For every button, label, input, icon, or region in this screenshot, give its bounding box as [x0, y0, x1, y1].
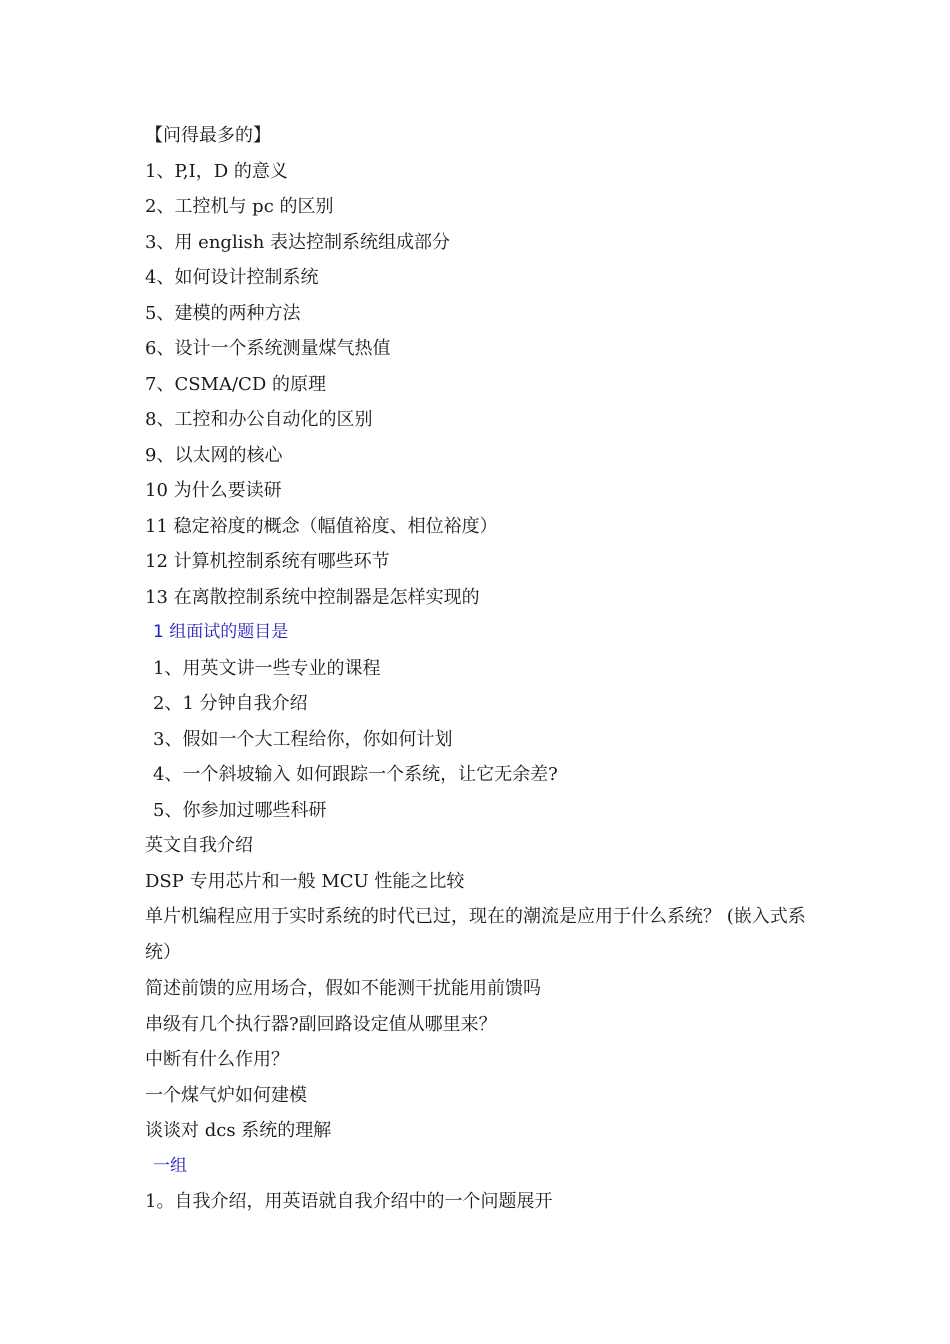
list-item: 1、用英文讲一些专业的课程 — [153, 657, 381, 679]
document-body — [145, 118, 825, 1220]
list-item: 11 稳定裕度的概念（幅值裕度、相位裕度） — [145, 515, 498, 537]
list-item: 1、P,I，D 的意义 — [145, 160, 288, 182]
list-item: 谈谈对 dcs 系统的理解 — [145, 1120, 332, 1141]
list-item: 9、以太网的核心 — [145, 444, 283, 466]
list-item: 3、用 english 表达控制系统组成部分 — [145, 231, 451, 253]
list-item: 2、1 分钟自我介绍 — [153, 693, 308, 714]
list-item: 10 为什么要读研 — [145, 480, 282, 501]
list-item: 单片机编程应用于实时系统的时代已过，现在的潮流是应用于什么系统？ (嵌入式系统） — [145, 906, 806, 963]
list-item: 中断有什么作用？ — [145, 1049, 289, 1070]
list-item: 简述前馈的应用场合，假如不能测干扰能用前馈吗 — [145, 978, 541, 999]
group-one-heading: 一组 — [153, 1155, 187, 1176]
list-item: 4、一个斜坡输入 如何跟踪一个系统，让它无余差? — [153, 764, 558, 785]
list-item: 5、建模的两种方法 — [145, 302, 301, 324]
list-item: 串级有几个执行器?副回路设定值从哪里来？ — [145, 1013, 497, 1035]
list-item: 13 在离散控制系统中控制器是怎样实现的 — [145, 586, 480, 608]
list-item: 英文自我介绍 — [145, 835, 253, 856]
group1-heading: 1 组面试的题目是 — [153, 622, 289, 642]
list-item: 4、如何设计控制系统 — [145, 267, 319, 288]
list-item: 6、设计一个系统测量煤气热值 — [145, 338, 391, 359]
list-item: DSP 专用芯片和一般 MCU 性能之比较 — [145, 870, 465, 892]
list-item: 5、你参加过哪些科研 — [153, 799, 327, 821]
list-item: 2、工控机与 pc 的区别 — [145, 196, 334, 217]
list-item: 7、CSMA/CD 的原理 — [145, 373, 326, 395]
list-item: 一个煤气炉如何建模 — [145, 1084, 307, 1106]
list-item: 8、工控和办公自动化的区别 — [145, 409, 373, 430]
list-item: 1。自我介绍，用英语就自我介绍中的一个问题展开 — [145, 1191, 553, 1212]
section-title: 【问得最多的】 — [145, 125, 271, 146]
list-item: 12 计算机控制系统有哪些环节 — [145, 551, 390, 572]
list-item: 3、假如一个大工程给你，你如何计划 — [153, 728, 453, 750]
